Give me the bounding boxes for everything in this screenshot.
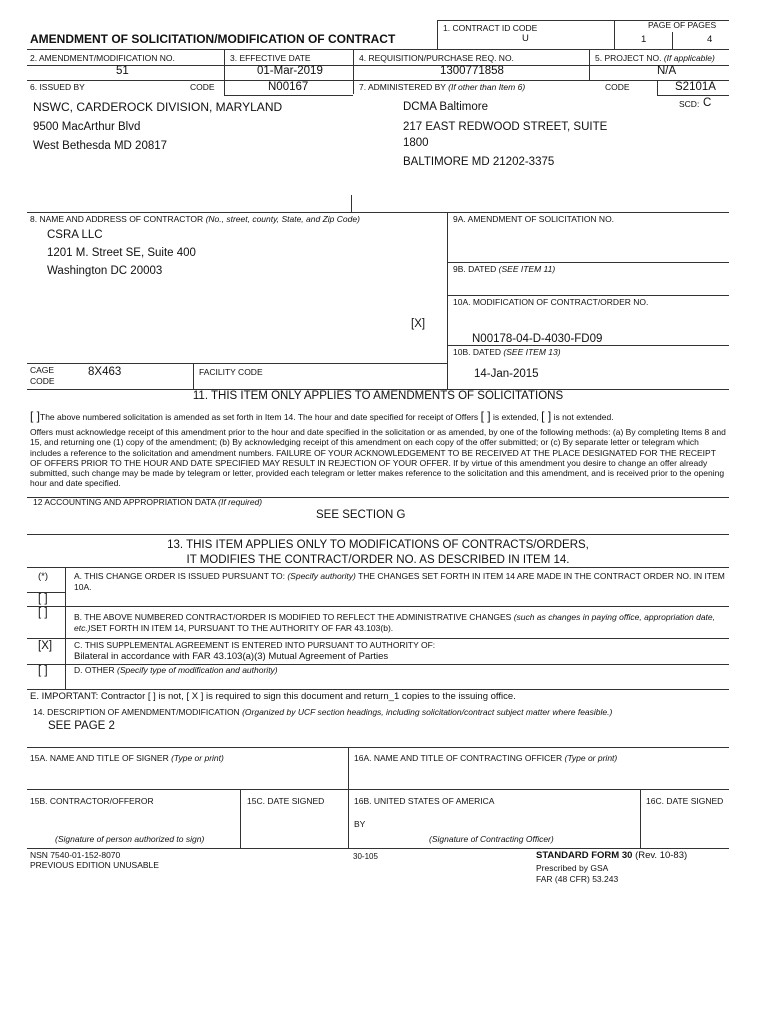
item14-label: 14. DESCRIPTION OF AMENDMENT/MODIFICATION (Organized by UCF section headings, including solicitation/contract subject matter where feasible.) (33, 707, 613, 717)
rule (348, 747, 349, 848)
form-code: 30-105 (353, 852, 378, 861)
checkbox-bracket: [ ] (541, 409, 552, 423)
nsn-number: NSN 7540-01-152-8070 (30, 850, 121, 860)
rule (447, 262, 729, 263)
previous-edition: PREVIOUS EDITION UNUSABLE (30, 860, 159, 870)
cage-label: CAGE (30, 365, 55, 375)
standard-form-title: STANDARD FORM 30 (Rev. 10-83) (536, 850, 688, 861)
signer-label: 15A. NAME AND TITLE OF SIGNER (Type or print) (30, 753, 224, 763)
item13-c-mark: [X] (38, 640, 53, 652)
rule (672, 32, 673, 49)
important-notice: E. IMPORTANT: Contractor [ ] is not, [ X ] is required to sign this document and return_1 copies to the issuing office. (30, 691, 516, 702)
item13-heading: 13. THIS ITEM APPLIES ONLY TO MODIFICATIONS OF CONTRACTS/ORDERS, (167, 539, 589, 551)
issuer-line: West Bethesda MD 20817 (33, 140, 168, 152)
contractor-signature-line: (Signature of person authorized to sign) (55, 834, 205, 844)
admin-code-label: CODE (605, 82, 630, 92)
contractor-line: 1201 M. Street SE, Suite 400 (47, 247, 196, 259)
rule (27, 534, 729, 535)
item11-heading: 11. THIS ITEM ONLY APPLIES TO AMENDMENTS OF SOLICITATIONS (192, 390, 564, 402)
item13-b-text: B. THE ABOVE NUMBERED CONTRACT/ORDER IS MODIFIED TO REFLECT THE ADMINISTRATIVE CHANGES (such as changes in paying office, appropriation date, etc.)SET FORTH IN ITEM 14, PURSUANT TO THE AUTHORITY OF FAR 43.103(b). (74, 612, 716, 633)
issuer-line: NSWC, CARDEROCK DIVISION, MARYLAND (33, 100, 283, 114)
form-title: AMENDMENT OF SOLICITATION/MODIFICATION OF CONTRACT (30, 32, 396, 46)
item13-a-mark: (*) (38, 571, 49, 582)
rule (437, 20, 438, 49)
rule (447, 212, 448, 389)
rule (27, 212, 729, 213)
facility-code-label: FACILITY CODE (199, 367, 263, 377)
rule (27, 49, 729, 50)
rule (27, 606, 729, 607)
rule (657, 80, 658, 95)
item13-blank-mark: [ ] (38, 593, 48, 605)
amendment-no-value: 51 (116, 65, 129, 77)
modification-label: 10A. MODIFICATION OF CONTRACT/ORDER NO. (453, 297, 649, 307)
rule (614, 20, 615, 49)
issued-code-value: N00167 (268, 81, 309, 93)
item12-value: SEE SECTION G (316, 509, 406, 521)
requisition-label: 4. REQUISITION/PURCHASE REQ. NO. (359, 53, 514, 63)
issuer-line: 9500 MacArthur Blvd (33, 121, 141, 133)
item12-label: 12 ACCOUNTING AND APPROPRIATION DATA (If required) (33, 497, 263, 507)
contractor-offeror-label: 15B. CONTRACTOR/OFFEROR (30, 796, 154, 806)
officer-date-label: 16C. DATE SIGNED (646, 796, 724, 806)
item13-b-mark: [ ] (38, 607, 48, 619)
effective-date-value: 01-Mar-2019 (257, 65, 323, 77)
rule (589, 49, 590, 80)
contract-id-value: U (522, 33, 529, 44)
project-no-value: N/A (657, 65, 677, 77)
item13-a-text: A. THIS CHANGE ORDER IS ISSUED PURSUANT TO: (Specify authority) THE CHANGES SET FORTH IN ITEM 14 ARE MADE IN THE CONTRACT ORDER NO. IN ITEM 10A. (74, 571, 725, 592)
item11-line: [ ]The above numbered solicitation is amended as set forth in Item 14. The hour and date specified for receipt of Offers [ ] is extended, [ ] is not extended. (30, 409, 614, 423)
admin-line: DCMA Baltimore (403, 101, 488, 113)
rule (27, 689, 729, 690)
item13-d-text: D. OTHER (Specify type of modification and authority) (74, 665, 278, 675)
rule (224, 49, 225, 80)
page-number: 1 (641, 34, 647, 45)
rule (657, 95, 729, 96)
rule (27, 363, 447, 364)
rule (65, 567, 66, 689)
item13-c-text: C. THIS SUPPLEMENTAL AGREEMENT IS ENTERED INTO PURSUANT TO AUTHORITY OF: (74, 640, 436, 650)
rule (640, 789, 641, 848)
administered-by-label: 7. ADMINISTERED BY (If other than Item 6) (359, 82, 526, 92)
prescribed-by: Prescribed by GSA (536, 863, 609, 873)
rule (224, 95, 353, 96)
page-of-pages-label: PAGE OF PAGES (648, 20, 717, 30)
cage-label: CODE (30, 376, 55, 386)
total-pages: 4 (707, 34, 713, 45)
officer-label: 16A. NAME AND TITLE OF CONTRACTING OFFICER (Type or print) (354, 753, 618, 763)
rule (353, 49, 354, 94)
officer-signature-line: (Signature of Contracting Officer) (429, 834, 554, 844)
rule (27, 789, 729, 790)
contractor-line: Washington DC 20003 (47, 265, 163, 277)
contractor-date-label: 15C. DATE SIGNED (247, 796, 325, 806)
admin-line: 217 EAST REDWOOD STREET, SUITE (403, 121, 608, 133)
rule (240, 789, 241, 848)
modification-dated-value: 14-Jan-2015 (474, 368, 539, 380)
contractor-line: CSRA LLC (47, 229, 103, 241)
rule (27, 747, 729, 748)
effective-date-label: 3. EFFECTIVE DATE (230, 53, 311, 63)
checkbox-bracket: [ ] (30, 409, 41, 423)
project-no-label: 5. PROJECT NO. (If applicable) (595, 53, 715, 63)
modification-checkbox: [X] (411, 318, 426, 330)
rule (27, 65, 729, 66)
issued-code-label: CODE (190, 82, 215, 92)
admin-line: BALTIMORE MD 21202-3375 (403, 156, 555, 168)
rule (27, 80, 729, 81)
far-reference: FAR (48 CFR) 53.243 (536, 874, 619, 884)
solicitation-label: 9A. AMENDMENT OF SOLICITATION NO. (453, 214, 615, 224)
by-label: BY (354, 819, 366, 829)
requisition-value: 1300771858 (440, 65, 504, 77)
item14-value: SEE PAGE 2 (48, 720, 115, 732)
usa-label: 16B. UNITED STATES OF AMERICA (354, 796, 495, 806)
checkbox-bracket: [ ] (480, 409, 491, 423)
rule (447, 295, 729, 296)
contract-id-label: 1. CONTRACT ID CODE (443, 23, 538, 33)
modification-dated-label: 10B. DATED (SEE ITEM 13) (453, 347, 561, 357)
modification-value: N00178-04-D-4030-FD09 (472, 333, 603, 345)
item11-paragraph: Offers must acknowledge receipt of this amendment prior to the hour and date specified in the solicitation or as amended, by one of the following methods: (a) By completing Items 8 and 15, and returning one (1) copy of the amendment; (b) By acknowledging receipt of this amendment on each copy of the offer submitted; or (c) By separate letter or telegram which includes a reference to the solicitation and amendment numbers. FAILURE OF YOUR ACKNOWLEDGEMENT TO BE RECEIVED AT THE PLACE DESIGNATED FOR THE RECEIPT OF OFFERS PRIOR TO THE HOUR AND DATE SPECIFIED MAY RESULT IN REJECTION OF YOUR OFFER. If by virtue of this amendment you desire to change an offer already submitted, such change may be made by telegram or letter, provided each telegram or letter makes reference to the solicitation and this amendment, and is received prior to the opening hour and date specified. (30, 427, 726, 489)
item13-c-value: Bilateral in accordance with FAR 43.103(a)(3) Mutual Agreement of Parties (74, 651, 389, 662)
rule (27, 638, 729, 639)
rule (351, 195, 352, 212)
item13-d-mark: [ ] (38, 665, 48, 677)
cage-code-value: 8X463 (88, 366, 122, 378)
rule (193, 363, 194, 389)
rule (224, 80, 225, 95)
admin-code-value: S2101A (675, 81, 716, 93)
solicitation-dated-label: 9B. DATED (SEE ITEM 11) (453, 264, 556, 274)
item13-heading: IT MODIFIES THE CONTRACT/ORDER NO. AS DESCRIBED IN ITEM 14. (186, 554, 570, 566)
rule (27, 848, 729, 849)
scd-value: C (703, 97, 712, 109)
contractor-label: 8. NAME AND ADDRESS OF CONTRACTOR (No., street, county, State, and Zip Code) (30, 214, 360, 224)
scd-label: SCD: (679, 99, 700, 109)
issued-by-label: 6. ISSUED BY (30, 82, 85, 92)
admin-line: 1800 (403, 137, 429, 149)
amendment-no-label: 2. AMENDMENT/MODIFICATION NO. (30, 53, 175, 63)
